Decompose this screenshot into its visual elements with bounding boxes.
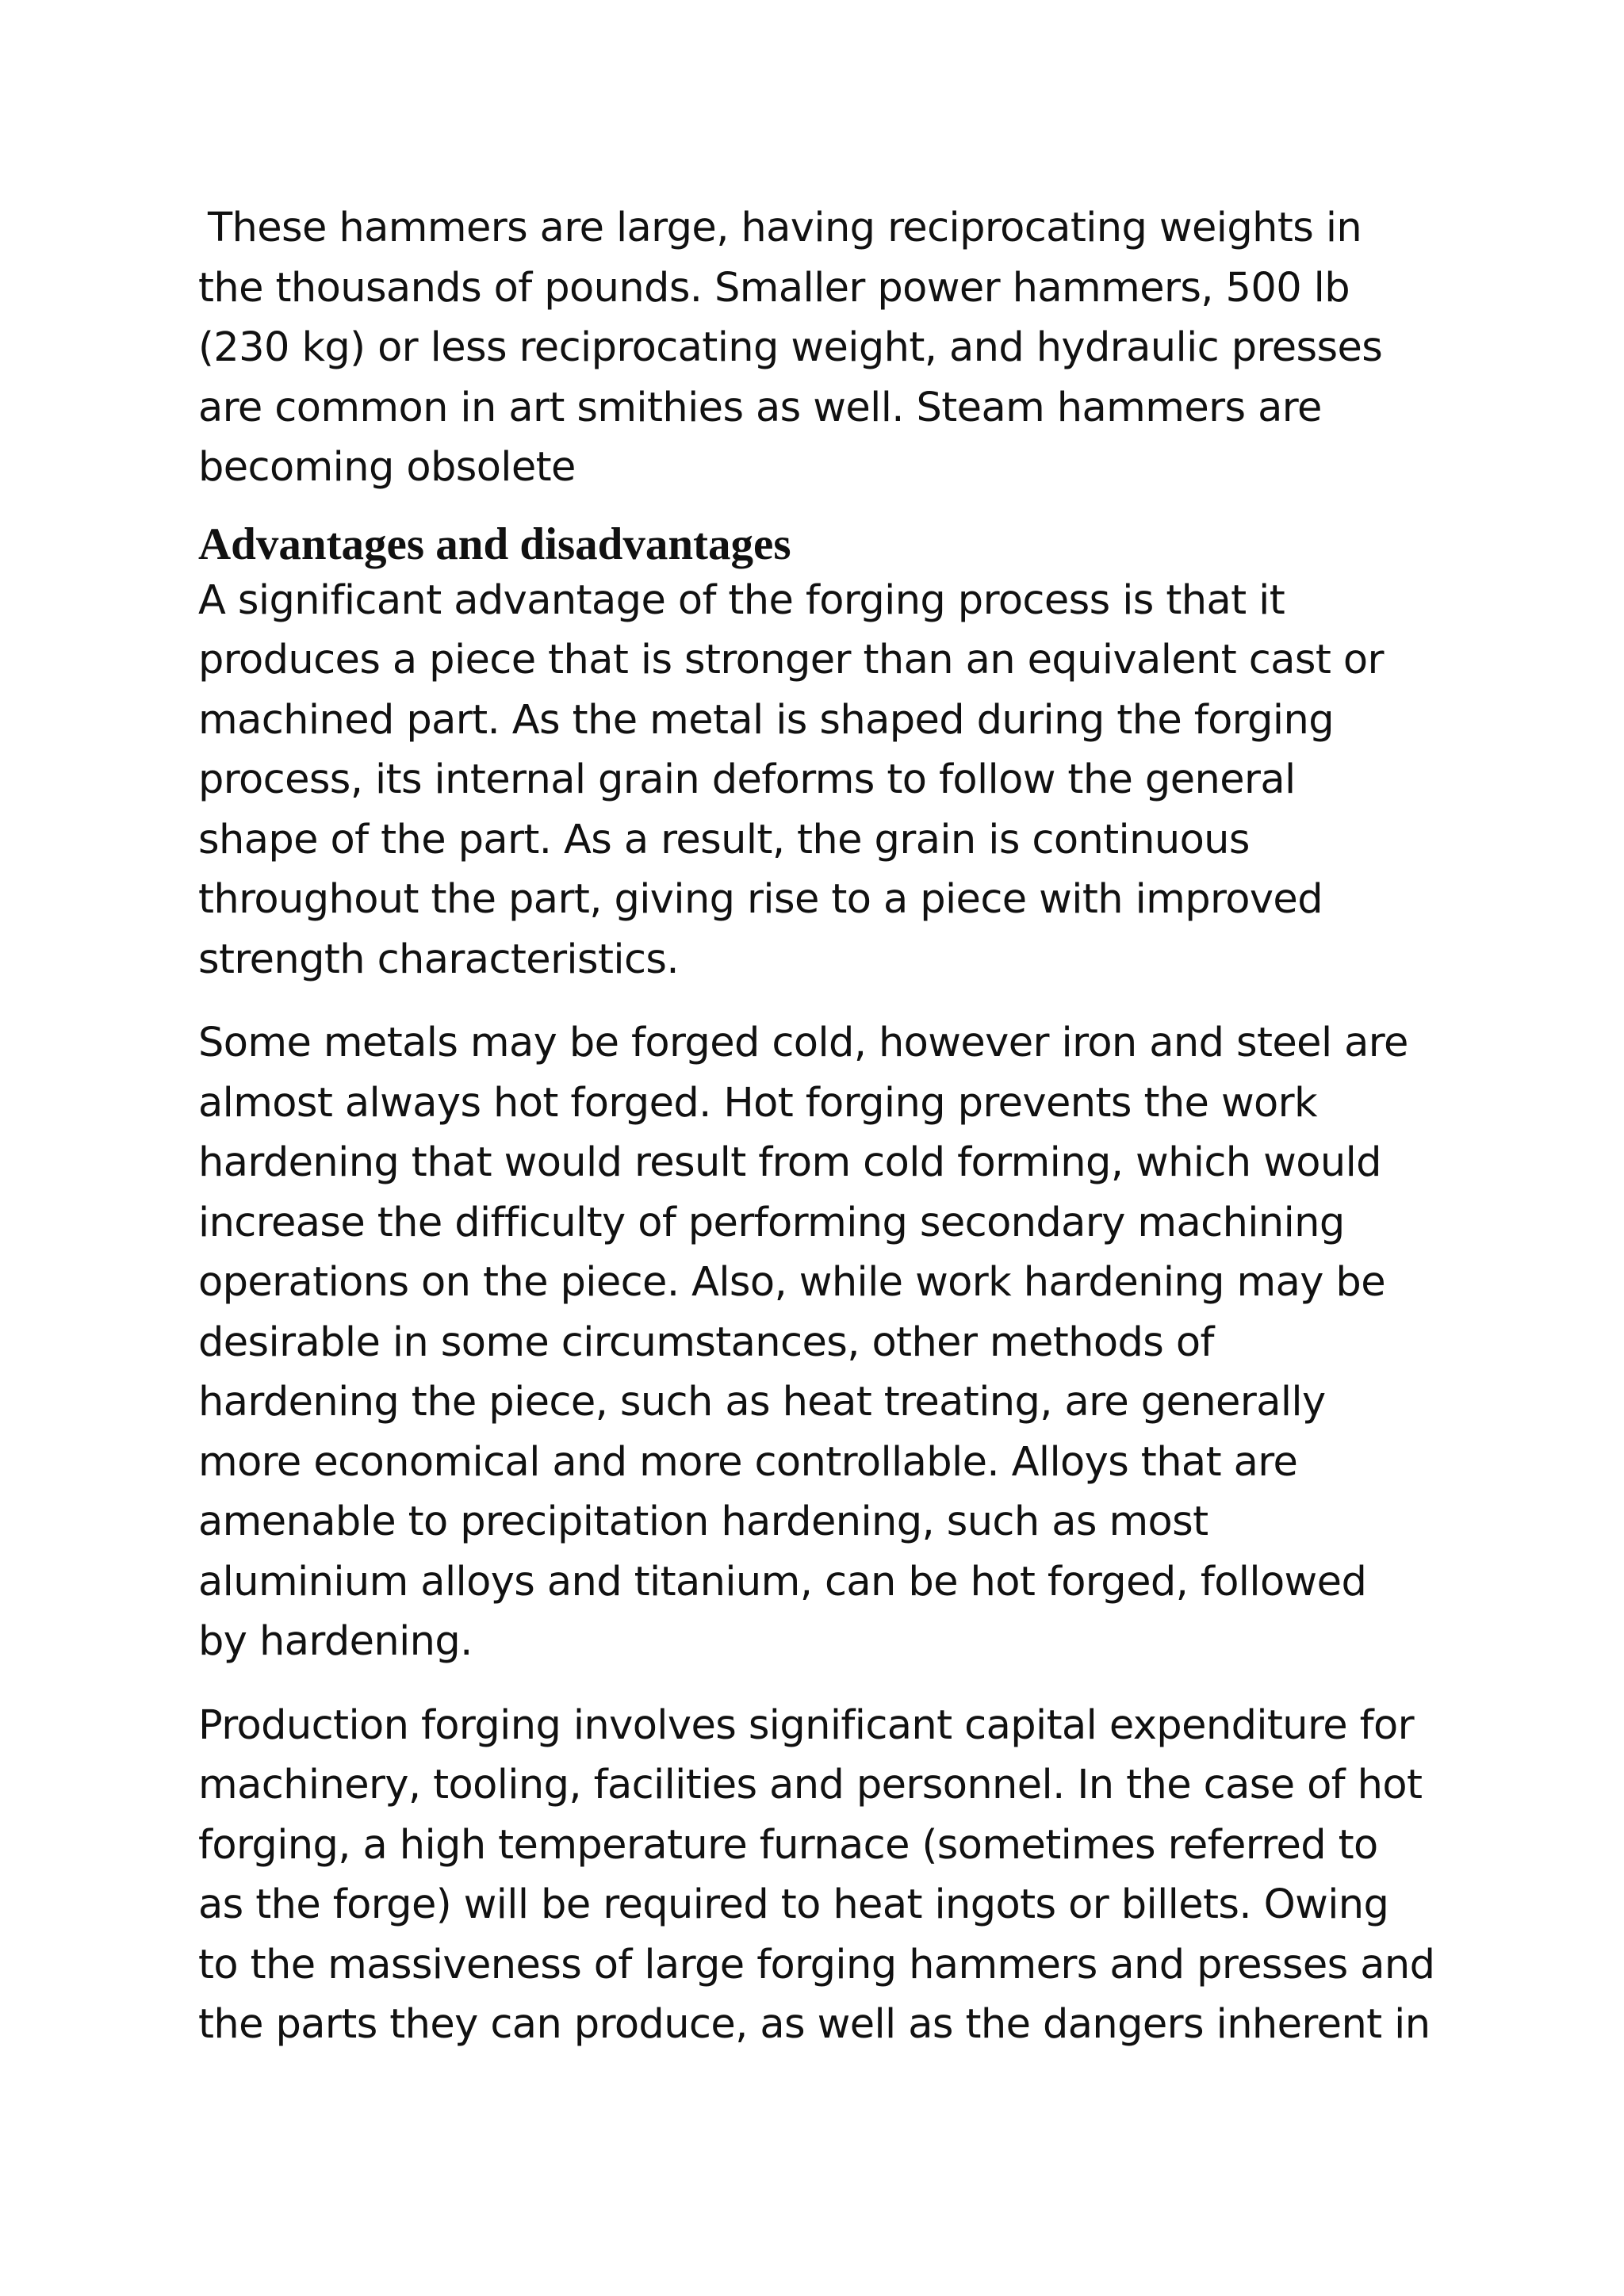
intro-paragraph: These hammers are large, having reciprocating weights in the thousands of pounds. Smaller power hammers, 500 lb (230 kg) or less reciprocating weight, and hydraulic presses are common in art smithies as well. Steam hammers are becoming obsolete: [198, 205, 1383, 491]
paragraph-advantage: A significant advantage of the forging process is that it produces a piece that is stronger than an equivalent cast or machined part. As the metal is shaped during the forging process, its internal grain deforms to follow the general shape of the part. As a result, the grain is continuous throughout the part, giving rise to a piece with improved strength characteristics.: [198, 576, 1384, 983]
paragraph-cold-hot-forging: Some metals may be forged cold, however iron and steel are almost always hot forged. Hot forging prevents the work hardening that would result from cold forming, which would increase the difficulty of performing secondary machining operations on the piece. Also, while work hardening may be desirable in some circumstances, other methods of hardening the piece, such as heat treating, are generally more economical and more controllable. Alloys that are amenable to precipitation hardening, such as most aluminium alloys and titanium, can be hot forged, followed by hardening.: [198, 1020, 1408, 1665]
paragraph-production-forging: Production forging involves significant capital expenditure for machinery, tooling, facilities and personnel. In the case of hot forging, a high temperature furnace (sometimes referred to as the forge) will be required to heat ingots or billets. Owing to the massiveness of large forging hammers and presses and the parts they can produce, as well as the dangers inherent in: [198, 1701, 1435, 2048]
section-heading: Advantages and disadvantages: [198, 519, 791, 569]
document-body: [198, 198, 1451, 2055]
